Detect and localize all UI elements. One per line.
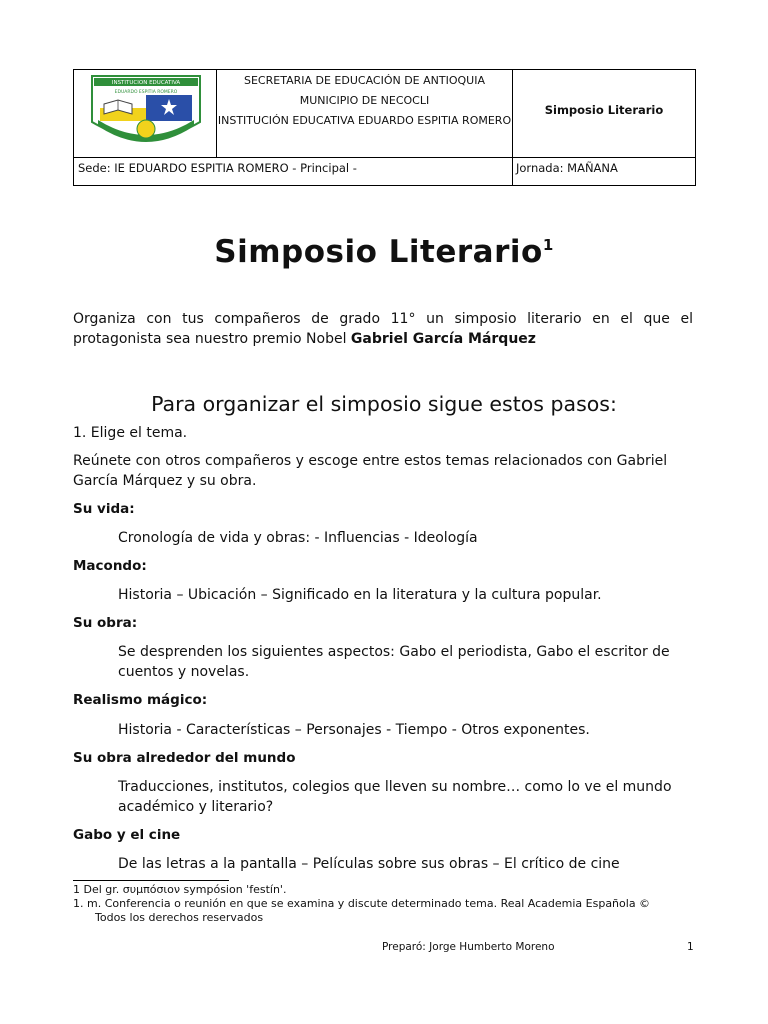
footer-page-number: 1 (687, 941, 694, 953)
institution-cell (217, 70, 513, 158)
logo-cell (74, 70, 217, 158)
footnote-line-1: 1 Del gr. συμπόσιον sympósion 'festín'. (73, 883, 287, 896)
topic-description: Cronología de vida y obras: - Influencias - Ideología (118, 530, 478, 546)
intro-bold-name: Gabriel García Márquez (350, 331, 536, 347)
intro-paragraph (73, 309, 693, 349)
footnote-line-3: Todos los derechos reservados (95, 911, 264, 924)
jornada-label: Jornada: MAÑANA (516, 161, 618, 175)
topic-label: Realismo mágico: (73, 692, 208, 708)
step-1-description: Reúnete con otros compañeros y escoge entre estos temas relacionados con Gabriel García Márquez y su obra. (73, 453, 668, 489)
institution-line-1: SECRETARIA DE EDUCACIÓN DE ANTIOQUIA (244, 74, 485, 87)
page-title-text: Simposio Literario (214, 234, 543, 270)
topic-description: De las letras a la pantalla – Películas sobre sus obras – El crítico de cine (118, 856, 620, 872)
topic-description: Historia – Ubicación – Significado en la literatura y la cultura popular. (118, 587, 602, 603)
topic-description: Traducciones, institutos, colegios que lleven su nombre… como lo ve el mundo académico y literario? (118, 779, 672, 815)
logo-text-bottom: NECOCLI (136, 143, 156, 148)
footnote-divider (73, 880, 229, 881)
footnote-ref[interactable]: 1 (542, 236, 554, 254)
topic-label: Su obra: (73, 615, 138, 631)
topic-label: Macondo: (73, 558, 147, 574)
school-logo (90, 74, 202, 152)
header-doc-title: Simposio Literario (513, 70, 695, 158)
institution-line-3: INSTITUCIÓN EDUCATIVA EDUARDO ESPITIA ROMERO (217, 114, 512, 127)
logo-text-top: INSTITUCION EDUCATIVA (111, 80, 181, 86)
topic-label: Su obra alrededor del mundo (73, 750, 296, 766)
topic-description: Se desprenden los siguientes aspectos: Gabo el periodista, Gabo el escritor de cuentos y novelas. (118, 644, 670, 680)
sede-label: Sede: IE EDUARDO ESPITIA ROMERO - Principal - (74, 158, 513, 185)
header-table (73, 69, 696, 186)
intro-text: Organiza con tus compañeros de grado 11° un simposio literario en el que el protagonista sea nuestro premio Nobel (73, 311, 693, 347)
steps-heading: Para organizar el simposio sigue estos pasos: (151, 392, 617, 416)
step-1: 1. Elige el tema. (73, 425, 188, 441)
topic-label: Gabo y el cine (73, 827, 181, 843)
topic-label: Su vida: (73, 501, 135, 517)
topic-description: Historia - Características – Personajes - Tiempo - Otros exponentes. (118, 722, 590, 738)
footer-prepared-by: Preparó: Jorge Humberto Moreno (382, 941, 555, 953)
logo-text-mid: EDUARDO ESPITIA ROMERO (114, 90, 178, 95)
institution-line-2: MUNICIPIO DE NECOCLI (299, 94, 430, 107)
footnote-line-2: 1. m. Conferencia o reunión en que se examina y discute determinado tema. Real Academia Española © (73, 897, 651, 910)
page-title (0, 234, 768, 270)
